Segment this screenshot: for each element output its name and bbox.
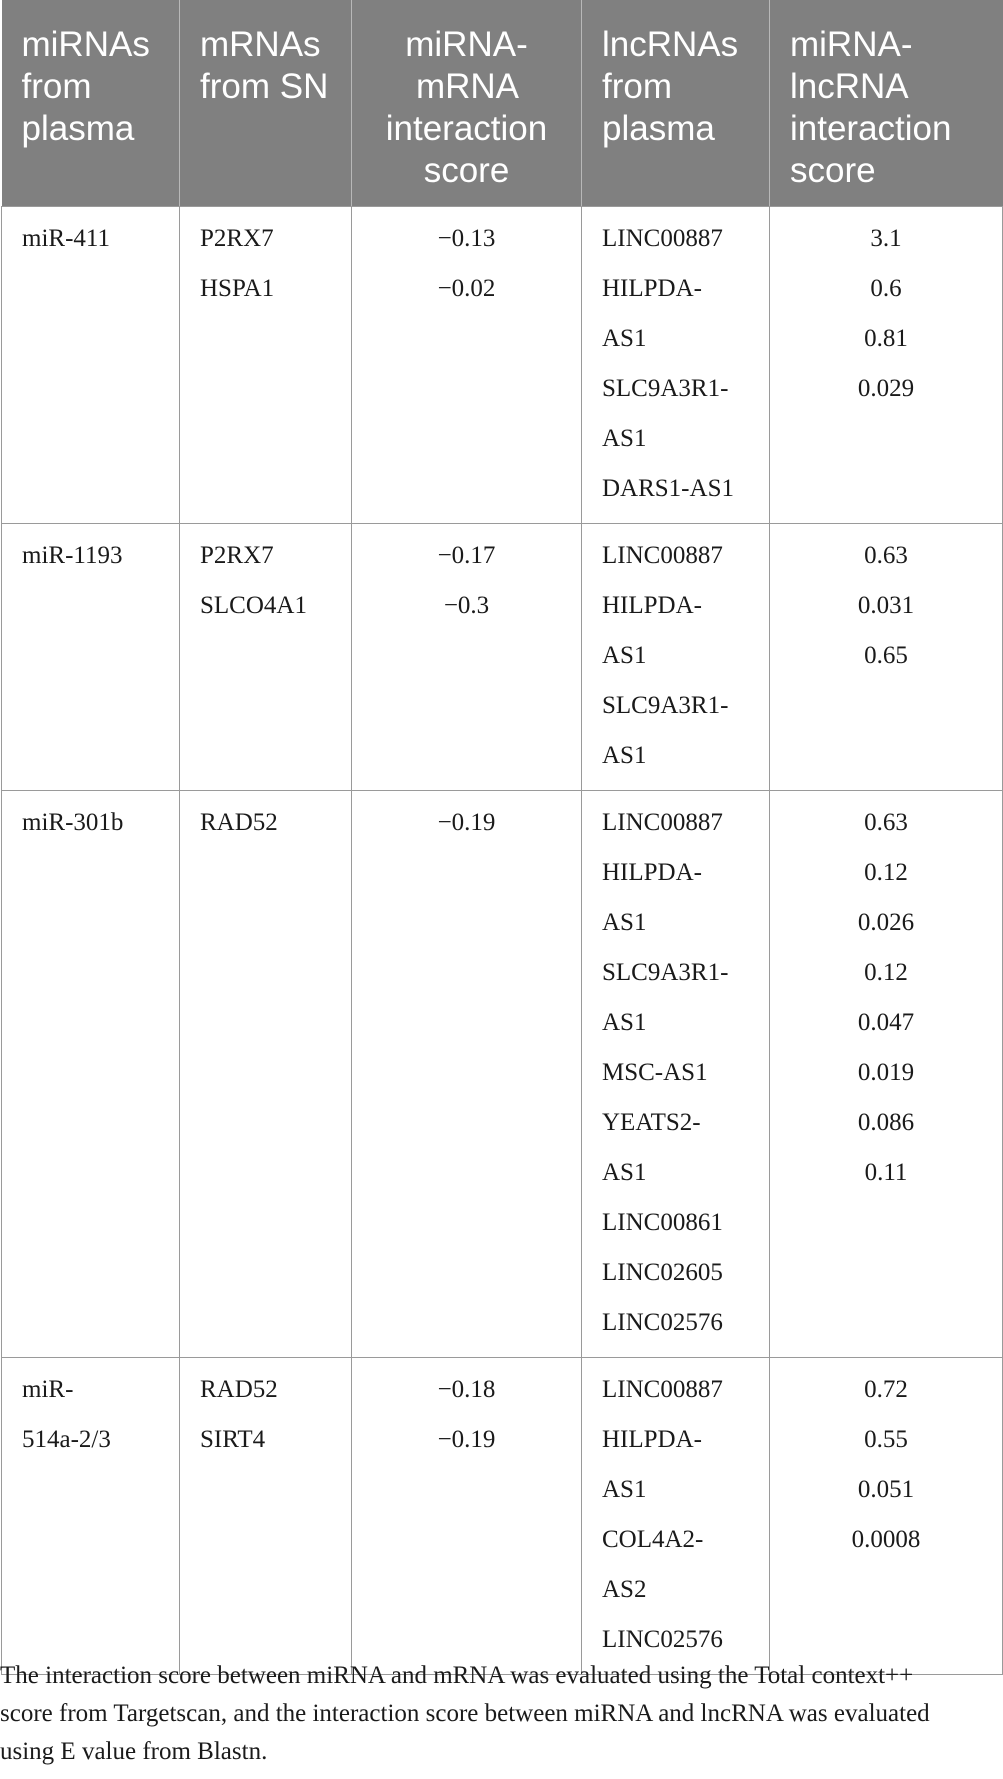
cell-lncrnas <box>582 207 770 524</box>
header-line: from <box>602 67 672 106</box>
cell-line: P2RX7 <box>200 542 274 569</box>
cell-line: 0.031 <box>857 592 915 619</box>
table-header-row <box>2 0 1003 207</box>
cell-lncrna-scores <box>770 524 1003 791</box>
cell-line: 0.086 <box>857 1109 915 1136</box>
cell-line: AS1 <box>602 642 647 669</box>
cell-lncrnas <box>582 791 770 1358</box>
cell-mrna-scores <box>352 524 582 791</box>
cell-line: AS1 <box>602 1009 647 1036</box>
cell-line: 0.12 <box>864 959 908 986</box>
table-row <box>2 791 1003 1358</box>
cell-lncrna-scores <box>770 207 1003 524</box>
table-footnote <box>0 1657 1003 1771</box>
cell-line: SLC9A3R1- <box>602 375 729 402</box>
cell-line: 0.051 <box>857 1476 915 1503</box>
table-row <box>2 1358 1003 1675</box>
cell-line: −0.13 <box>437 225 496 252</box>
cell-line: 0.65 <box>864 642 908 669</box>
cell-line: AS1 <box>602 1476 647 1503</box>
cell-line: COL4A2- <box>602 1526 704 1553</box>
cell-line: LINC02576 <box>602 1626 723 1653</box>
cell-line: AS1 <box>602 425 647 452</box>
header-mirna-lncrna-score <box>770 0 1003 207</box>
cell-mrna-scores <box>352 791 582 1358</box>
header-line: plasma <box>602 109 715 148</box>
cell-line: 0.026 <box>857 909 915 936</box>
cell-lncrna-scores <box>770 791 1003 1358</box>
cell-lncrnas <box>582 1358 770 1675</box>
header-line: miRNA- <box>790 25 913 64</box>
cell-line: −0.17 <box>437 542 496 569</box>
header-line: lncRNA <box>790 67 907 106</box>
cell-mirna <box>2 1358 180 1675</box>
cell-line: RAD52 <box>200 809 278 836</box>
cell-mirna <box>2 791 180 1358</box>
table-row <box>2 524 1003 791</box>
cell-line: 0.6 <box>870 275 902 302</box>
cell-line: −0.02 <box>437 275 496 302</box>
cell-line: LINC00887 <box>602 809 723 836</box>
cell-line: 0.63 <box>864 809 908 836</box>
footnote-line: The interaction score between miRNA and mRNA was evaluated using the Total context++ <box>0 1662 914 1689</box>
header-mirnas-from-plasma <box>2 0 180 207</box>
header-line: mRNA <box>415 67 518 106</box>
header-line: miRNA- <box>405 25 528 64</box>
cell-line: 0.63 <box>864 542 908 569</box>
header-mirna-mrna-score <box>352 0 582 207</box>
header-line: interaction <box>385 109 548 148</box>
cell-line: −0.3 <box>443 592 490 619</box>
cell-mrnas <box>180 207 352 524</box>
header-line: plasma <box>21 109 135 148</box>
cell-line: −0.18 <box>437 1376 496 1403</box>
cell-line: AS2 <box>602 1576 647 1603</box>
cell-line: LINC02576 <box>602 1309 723 1336</box>
cell-line: MSC-AS1 <box>602 1059 708 1086</box>
cell-line: SLC9A3R1- <box>602 692 729 719</box>
table-body <box>2 207 1003 1675</box>
cell-mrnas <box>180 524 352 791</box>
cell-line: miR-301b <box>22 809 124 836</box>
cell-lncrnas <box>582 524 770 791</box>
cell-mrna-scores <box>352 207 582 524</box>
cell-mrnas <box>180 1358 352 1675</box>
cell-line: 0.0008 <box>851 1526 921 1553</box>
cell-line: 0.81 <box>864 325 908 352</box>
cell-line: SLC9A3R1- <box>602 959 729 986</box>
cell-mrnas <box>180 791 352 1358</box>
cell-line: 514a-2/3 <box>22 1426 111 1453</box>
cell-line: HILPDA- <box>602 859 702 886</box>
cell-line: 0.029 <box>857 375 915 402</box>
cell-line: HILPDA- <box>602 592 702 619</box>
cell-line: 0.72 <box>864 1376 908 1403</box>
cell-line: LINC00887 <box>602 542 723 569</box>
cell-line: RAD52 <box>200 1376 278 1403</box>
cell-line: miR-1193 <box>22 542 123 569</box>
footnote-line: using E value from Blastn. <box>0 1738 268 1765</box>
header-line: interaction <box>790 109 952 148</box>
cell-line: −0.19 <box>437 809 496 836</box>
cell-line: HSPA1 <box>200 275 275 302</box>
cell-line: LINC00887 <box>602 225 723 252</box>
cell-line: YEATS2- <box>602 1109 701 1136</box>
cell-line: DARS1-AS1 <box>602 475 734 502</box>
cell-line: 0.047 <box>857 1009 915 1036</box>
cell-line: HILPDA- <box>602 1426 702 1453</box>
header-line: from <box>21 67 92 106</box>
cell-line: LINC00861 <box>602 1209 723 1236</box>
header-line: score <box>423 151 510 190</box>
cell-line: miR- <box>22 1376 74 1403</box>
table-row <box>2 207 1003 524</box>
cell-line: HILPDA- <box>602 275 702 302</box>
header-line: lncRNAs <box>602 25 739 64</box>
cell-lncrna-scores <box>770 1358 1003 1675</box>
cell-line: LINC02605 <box>602 1259 723 1286</box>
header-mrnas-from-sn <box>180 0 352 207</box>
footnote-line: score from Targetscan, and the interaction score between miRNA and lncRNA was evaluated <box>0 1700 930 1727</box>
cell-line: AS1 <box>602 909 647 936</box>
header-line: miRNAs <box>21 25 150 64</box>
cell-line: 0.12 <box>864 859 908 886</box>
cell-line: 0.019 <box>857 1059 915 1086</box>
cell-line: AS1 <box>602 742 647 769</box>
cell-line: 0.55 <box>864 1426 908 1453</box>
header-line: from <box>200 67 270 106</box>
cell-line: 3.1 <box>870 225 902 252</box>
cell-line: AS1 <box>602 1159 647 1186</box>
interaction-table <box>1 0 1003 1675</box>
cell-line: SLCO4A1 <box>200 592 307 619</box>
cell-line: P2RX7 <box>200 225 274 252</box>
cell-mirna <box>2 524 180 791</box>
header-line: SN <box>279 67 329 106</box>
cell-line: 0.11 <box>864 1159 908 1186</box>
cell-line: SIRT4 <box>200 1426 266 1453</box>
cell-line: miR-411 <box>22 225 110 252</box>
cell-line: −0.19 <box>437 1426 496 1453</box>
header-line: mRNAs <box>200 25 321 64</box>
cell-mirna <box>2 207 180 524</box>
header-lncrnas-from-plasma <box>582 0 770 207</box>
header-line: score <box>790 151 876 190</box>
cell-line: AS1 <box>602 325 647 352</box>
cell-mrna-scores <box>352 1358 582 1675</box>
cell-line: LINC00887 <box>602 1376 723 1403</box>
